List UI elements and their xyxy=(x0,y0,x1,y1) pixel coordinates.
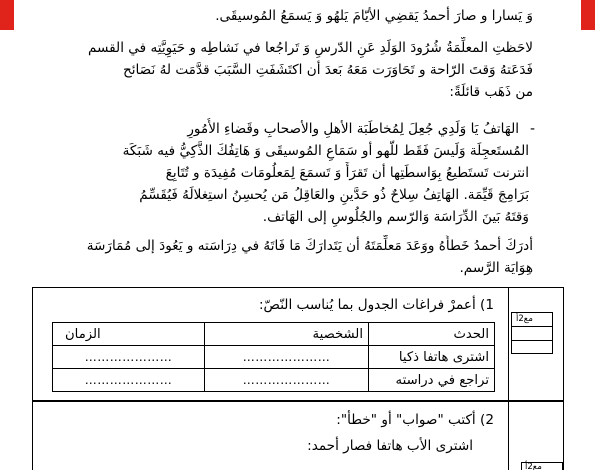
quote-line: بَرَامِجَ قَيِّمَة. الهَاتِفُ سِلاحٌ ذُو حَدَّينِ والعَاقِلُ مَن يُحسِنُ استِغلالَهُ فَيُقَسِّمُ xyxy=(139,187,529,203)
event-cell: تراجع في دراسته xyxy=(369,369,495,392)
question-2-statement: اشترى الأب هاتفا فصار أحمد: xyxy=(307,438,473,454)
story-line: وَ يَسارا و صارَ أحمدُ يَقضِي الأيّامَ يَلهُو وَ يَسمَعُ المُوسيقَى. xyxy=(215,8,533,24)
quote-line: انترنت تَستَطيعُ بِوَاسطَتِها أن تَقرَأَ وَ تَسمَعَ لِمَعلُومَات مُفِيدَة و تُتَابِعَ xyxy=(165,165,529,181)
time-blank[interactable]: ………………… xyxy=(53,346,205,369)
person-blank[interactable]: ………………… xyxy=(205,369,369,392)
story-line: أدرَكَ أحمدُ خَطأَهُ ووَعَدَ مَعلِّمَتَهُ أن يَتَدارَكَ مَا فَاتَهُ في دِرَاسَته و يَعُودَ إلى مُمَارَسَة xyxy=(86,238,533,254)
page-edge-accent-left xyxy=(0,0,14,30)
question-2-mark-box xyxy=(521,462,563,470)
story-line: فَدَعَتهُ وَقتَ الرّاحة و تَحَاوَرَت مَعَهُ بَعدَ أن اكتَشَفَتِ السَّبَبَ قدَّمَت لهُ نَصَائح xyxy=(122,62,533,78)
story-line: هِوَايَة الرَّسم. xyxy=(459,260,533,276)
question-1-mark-box xyxy=(511,312,553,354)
header-time: الزمان xyxy=(53,323,205,346)
time-blank[interactable]: ………………… xyxy=(53,369,205,392)
page-edge-accent-right xyxy=(581,0,595,30)
mark-column-divider xyxy=(508,288,509,400)
table-row xyxy=(53,369,495,392)
quote-line: وَقتَهُ بَينَ الدِّرَاسَة وَالرّسم والجُلُوسِ إلى الهَاتف. xyxy=(262,209,529,225)
question-2-title: 2) أكتب "صواب" أو "خطأ": xyxy=(336,412,494,428)
quote-bullet-dash: - xyxy=(529,121,535,137)
header-person: الشخصية xyxy=(205,323,369,346)
event-cell: اشترى هاتفا ذكيا xyxy=(369,346,495,369)
story-line: لاحَظتِ المعلِّمَةُ شُرُودَ الوَلَدِ عَنِ الدّرسِ وَ تَراجُعا في نَشاطِه و حَيَوِيَّتِه في القسم xyxy=(88,40,533,56)
mark-label: مع2أ xyxy=(525,462,542,470)
mark-column-divider xyxy=(508,402,509,470)
person-blank[interactable]: ………………… xyxy=(205,346,369,369)
quote-line: المُستَعجِلَة وَلَيسَ فَقَط للّهو أو سَمَاعِ المُوسيقَى وَ هَاتِفُكَ الذَّكِيُّ فيه شَبَكَة xyxy=(122,143,529,159)
question-1-table xyxy=(52,322,495,392)
table-row xyxy=(53,346,495,369)
question-1-title: 1) أعمرْ فراغات الجدول بما يُناسب النّصّ: xyxy=(258,297,494,313)
mark-cell[interactable] xyxy=(512,327,552,341)
header-event: الحدث xyxy=(369,323,495,346)
table-header-row xyxy=(53,323,495,346)
mark-label: مع2أ xyxy=(512,313,552,327)
quote-line: الهَاتفُ يَا وَلَدِي جُعِلَ لِمُخاطَبَة الأهلِ والأصحابِ وقَضاءِ الأُمُورِ xyxy=(187,121,519,137)
story-line: من ذَهَب قائلَةً: xyxy=(449,84,533,100)
